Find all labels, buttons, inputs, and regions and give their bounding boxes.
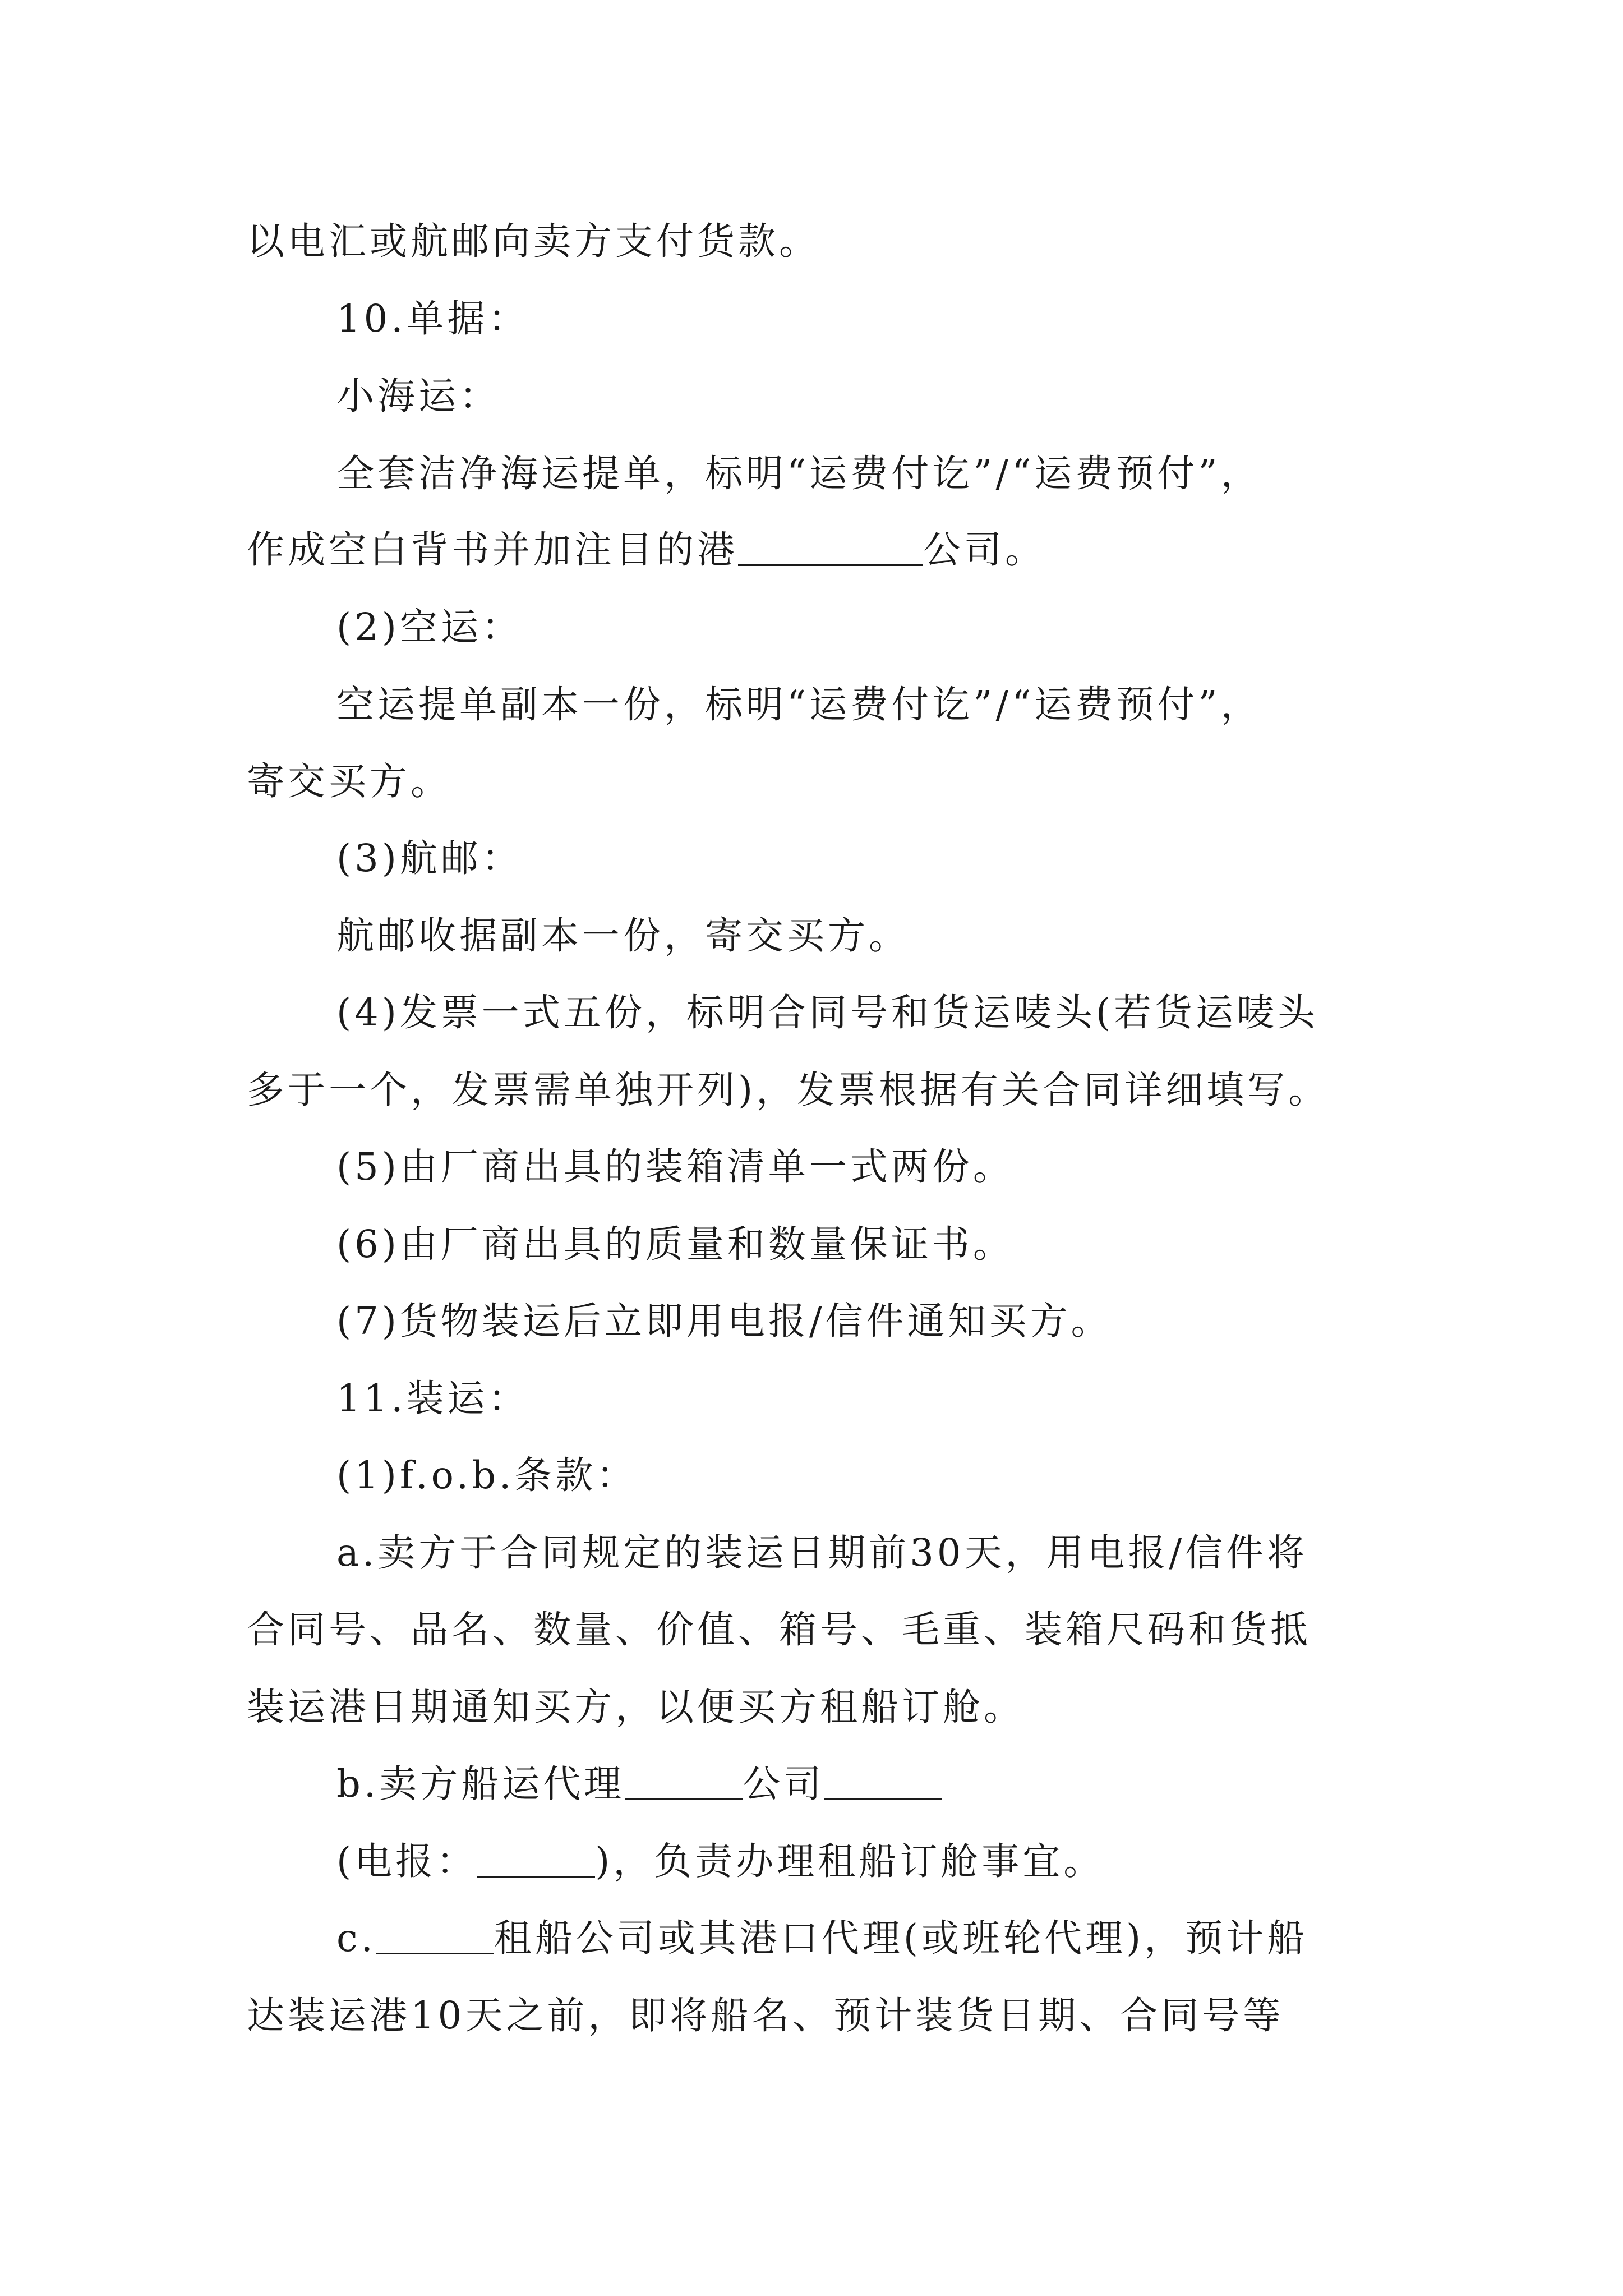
text-line: 空运提单副本一份，标明“运费付讫”/“运费预付”， bbox=[336, 683, 1262, 726]
subheading-sea-transport: 小海运： bbox=[336, 374, 500, 418]
fill-in-blank bbox=[738, 531, 923, 566]
fill-in-blank bbox=[477, 1842, 595, 1878]
text-line: 以电汇或航邮向卖方支付货款。 bbox=[247, 219, 820, 263]
text-segment: b.卖方船运代理 bbox=[336, 1762, 625, 1806]
text-line: 航邮收据副本一份，寄交买方。 bbox=[336, 914, 910, 958]
text-segment: 公司。 bbox=[923, 528, 1046, 572]
subheading-air-mail: (3)航邮： bbox=[336, 836, 523, 880]
section-heading-documents: 10.单据： bbox=[336, 297, 529, 341]
fill-in-blank bbox=[376, 1919, 494, 1954]
text-line: (5)由厂商出具的装箱清单一式两份。 bbox=[336, 1145, 1014, 1189]
text-segment: (电报： bbox=[336, 1839, 478, 1883]
text-line: 多于一个，发票需单独开列)，发票根据有关合同详细填写。 bbox=[247, 1068, 1330, 1112]
text-line: (6)由厂商出具的质量和数量保证书。 bbox=[336, 1222, 1014, 1266]
subheading-air-transport: (2)空运： bbox=[336, 605, 523, 649]
text-line bbox=[336, 1756, 1402, 1812]
text-line bbox=[247, 522, 1396, 578]
text-line: a.卖方于合同规定的装运日期前30天，用电报/信件将 bbox=[336, 1531, 1308, 1575]
text-line: 合同号、品名、数量、价值、箱号、毛重、装箱尺码和货抵 bbox=[247, 1608, 1311, 1651]
text-segment: 作成空白背书并加注目的港 bbox=[247, 528, 738, 572]
text-line: 装运港日期通知买方，以便买方租船订舱。 bbox=[247, 1685, 1025, 1729]
text-line: 达装运港10天之前，即将船名、预计装货日期、合同号等 bbox=[247, 1994, 1284, 2037]
fill-in-blank bbox=[625, 1765, 743, 1800]
text-line: (4)发票一式五份，标明合同号和货运唛头(若货运唛头 bbox=[336, 991, 1319, 1034]
text-line bbox=[336, 1833, 1402, 1889]
text-line: (7)货物装运后立即用电报/信件通知买方。 bbox=[336, 1299, 1112, 1343]
text-line: 寄交买方。 bbox=[247, 760, 451, 803]
text-segment: c. bbox=[336, 1916, 376, 1960]
subheading-fob-terms: (1)f.o.b.条款： bbox=[336, 1453, 638, 1497]
text-segment: )，负责办理租船订舱事宜。 bbox=[595, 1839, 1105, 1883]
text-line bbox=[336, 1910, 1402, 1966]
fill-in-blank bbox=[824, 1765, 942, 1800]
text-line: 全套洁净海运提单，标明“运费付讫”/“运费预付”， bbox=[336, 452, 1262, 495]
text-segment: 公司 bbox=[743, 1762, 825, 1806]
text-segment: 租船公司或其港口代理(或班轮代理)，预计船 bbox=[494, 1916, 1308, 1960]
section-heading-shipment: 11.装运： bbox=[336, 1377, 529, 1420]
